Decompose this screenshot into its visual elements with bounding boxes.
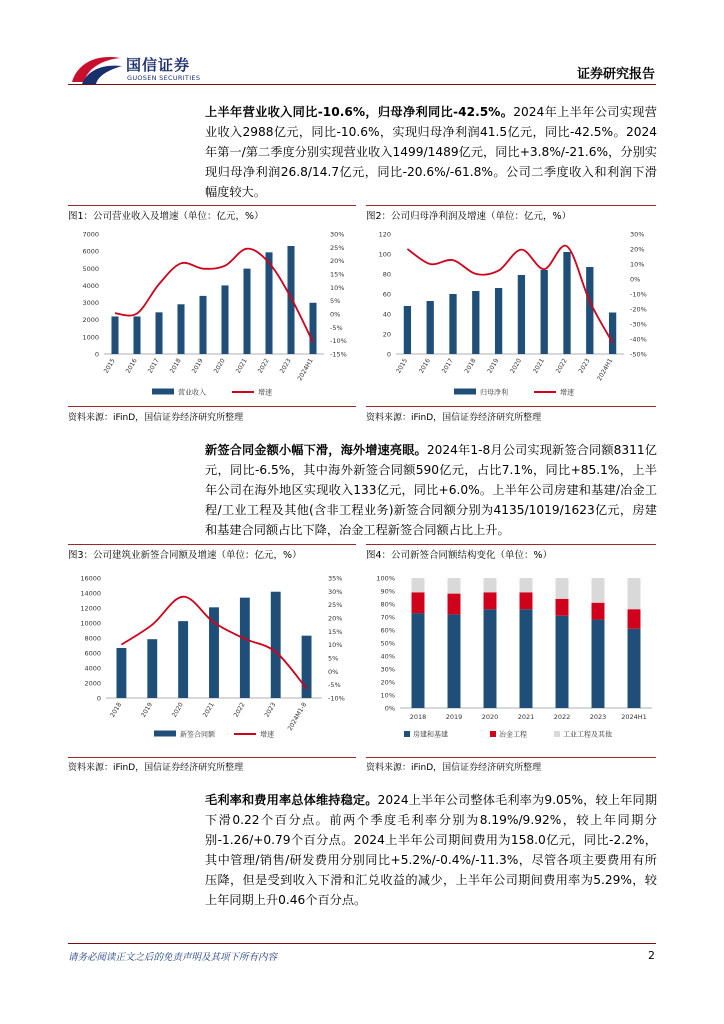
figure-top-rule	[68, 544, 356, 545]
legend-label: 新签合同额	[180, 730, 215, 739]
bar	[209, 607, 219, 698]
figure-bottom-rule	[68, 406, 356, 407]
x-axis-tick-label: 2022	[554, 357, 569, 375]
bar	[221, 285, 228, 354]
left-axis-tick-label: 6000	[82, 247, 99, 256]
figure-3-source: 资料来源：iFinD，国信证券经济研究所整理	[68, 763, 244, 773]
x-axis-tick-label: 2021	[517, 713, 535, 721]
chart-revenue	[68, 224, 358, 402]
stacked-bar-segment	[556, 599, 569, 616]
right-axis-tick-label: 0%	[330, 310, 341, 319]
x-axis-tick-label: 2017	[146, 357, 161, 375]
chart-net-profit	[366, 224, 658, 402]
y-axis-tick-label: 70%	[380, 613, 395, 622]
bar	[309, 303, 316, 354]
growth-line	[407, 246, 612, 343]
logo-name: 国信证券	[126, 56, 191, 74]
left-axis-tick-label: 3000	[82, 299, 99, 308]
right-axis-tick-label: -30%	[630, 320, 647, 329]
stacked-bar-segment	[484, 592, 497, 609]
stacked-bar-segment	[628, 629, 641, 708]
disclaimer-note: 请务必阅读正文之后的免责声明及其项下所有内容	[68, 952, 278, 963]
bar	[178, 621, 188, 698]
y-axis-tick-label: 80%	[380, 600, 395, 609]
x-axis-tick-label: 2018	[168, 357, 183, 375]
left-axis-tick-label: 2000	[82, 316, 99, 325]
x-axis-tick-label: 2022	[553, 713, 571, 721]
x-axis-tick-label: 2020	[481, 713, 499, 721]
x-axis-tick-label: 2024H1	[296, 357, 315, 383]
stacked-bar-segment	[412, 613, 425, 708]
x-axis-tick-label: 2017	[440, 357, 455, 375]
bar	[449, 294, 456, 354]
header-divider	[68, 84, 656, 85]
legend-label: 房建和基建	[413, 730, 448, 739]
left-axis-tick-label: 4000	[82, 281, 99, 290]
left-axis-tick-label: 12000	[80, 604, 101, 613]
right-axis-tick-label: 0%	[328, 667, 339, 676]
bar	[243, 269, 250, 354]
stacked-bar-segment	[412, 578, 425, 592]
chart-contract-structure	[366, 566, 658, 752]
paragraph-body: 2024上半年公司整体毛利率为9.05%，较上年同期下滑0.22个百分点。前两个季度毛利率分别为8.19%/9.92%，较上年同期分别-1.26/+0.79个百分点。2024上半年公司期间费用为158.0亿元，同比-2.2%，其中管理/销售/研发费用分别同比+5.2%/-0.4%/-11.3%，尽管各项主要费用有所压降，但是受到收入下滑和汇兑收益的减少，上半年公司期间费用率为5.29%，较上年同期上升0.46个百分点。	[205, 793, 658, 907]
legend-swatch-bar	[454, 389, 476, 395]
stacked-bar-segment	[628, 609, 641, 629]
right-axis-tick-label: -5%	[328, 681, 341, 690]
y-axis-tick-label: 60%	[380, 626, 395, 635]
legend-label: 工业工程及其他	[563, 730, 612, 739]
left-axis-tick-label: 40	[382, 310, 391, 319]
right-axis-tick-label: -20%	[630, 305, 647, 314]
growth-line	[115, 249, 313, 343]
x-axis-tick-label: 2023	[278, 357, 293, 375]
bar	[240, 598, 250, 698]
left-axis-tick-label: 120	[378, 230, 391, 239]
paragraph-revenue	[205, 102, 657, 202]
right-axis-tick-label: 25%	[330, 243, 345, 252]
right-axis-tick-label: 30%	[630, 230, 645, 239]
x-axis-tick-label: 2016	[124, 357, 139, 375]
stacked-bar-segment	[628, 578, 641, 609]
legend-swatch-bar	[152, 389, 174, 395]
y-axis-tick-label: 10%	[380, 691, 395, 700]
x-axis-tick-label: 2018	[463, 357, 478, 375]
right-axis-tick-label: 35%	[328, 574, 343, 583]
legend-label: 冶金工程	[499, 730, 527, 739]
right-axis-tick-label: -10%	[330, 337, 347, 346]
y-axis-tick-label: 30%	[380, 665, 395, 674]
paragraph-heading: 新签合同金额小幅下滑，海外增速亮眼。	[205, 443, 427, 457]
left-axis-tick-label: 0	[386, 350, 391, 359]
x-axis-tick-label: 2022	[232, 701, 247, 719]
right-axis-tick-label: -50%	[630, 350, 647, 359]
bar	[155, 312, 162, 354]
figure-bottom-rule	[366, 406, 656, 407]
chart-new-contracts	[68, 566, 358, 752]
left-axis-tick-label: 4000	[84, 664, 101, 673]
stacked-bar-segment	[592, 603, 605, 620]
report-type: 证券研究报告	[577, 67, 656, 82]
stacked-bar-segment	[520, 609, 533, 708]
left-axis-tick-label: 16000	[80, 574, 101, 583]
stacked-bar-segment	[592, 578, 605, 603]
bar	[495, 288, 502, 354]
paragraph-body: 2024年1-8月公司实现新签合同额8311亿元，同比-6.5%，其中海外新签合同额590亿元，占比7.1%，同比+85.1%，上半年公司在海外地区实现收入133亿元，同比+6.0%。上半年公司房建和基建/冶金工程/工业工程及其他(含非工程业务)新签合同额分别为4135/1019/1623亿元，房建和基建合同额占比下降，冶金工程新签合同额占比上升。	[205, 443, 657, 537]
left-axis-tick-label: 80	[382, 270, 391, 279]
right-axis-tick-label: 20%	[328, 614, 343, 623]
page-number: 2	[648, 949, 655, 962]
right-axis-tick-label: 15%	[328, 627, 343, 636]
figure-4-title: 图4：公司新签合同额结构变化（单位：%）	[366, 550, 553, 561]
x-axis-tick-label: 2018	[109, 701, 124, 719]
y-axis-tick-label: 90%	[380, 587, 395, 596]
bar	[199, 296, 206, 354]
x-axis-tick-label: 2024M1-8	[286, 701, 309, 733]
bar	[177, 304, 184, 354]
x-axis-tick-label: 2019	[445, 713, 463, 721]
stacked-bar-segment	[448, 614, 461, 708]
legend-label: 增速	[258, 388, 272, 397]
x-axis-tick-label: 2016	[417, 357, 432, 375]
right-axis-tick-label: -10%	[630, 290, 647, 299]
left-axis-tick-label: 20	[382, 330, 391, 339]
left-axis-tick-label: 10000	[80, 619, 101, 628]
bar	[287, 246, 294, 354]
stacked-bar-segment	[520, 578, 533, 592]
left-axis-tick-label: 100	[378, 250, 391, 259]
bar	[518, 275, 525, 354]
right-axis-tick-label: 10%	[630, 260, 645, 269]
stacked-bar-segment	[592, 620, 605, 708]
figure-top-rule	[366, 205, 656, 206]
left-axis-tick-label: 8000	[84, 634, 101, 643]
right-axis-tick-label: 25%	[328, 601, 343, 610]
x-axis-tick-label: 2021	[234, 357, 249, 375]
stacked-bar-segment	[484, 578, 497, 592]
stacked-bar-segment	[484, 609, 497, 708]
right-axis-tick-label: 15%	[330, 270, 345, 279]
y-axis-tick-label: 100%	[376, 574, 395, 583]
x-axis-tick-label: 2020	[212, 357, 227, 375]
stacked-bar-segment	[412, 592, 425, 613]
legend-swatch-bar	[154, 731, 176, 737]
right-axis-tick-label: -15%	[330, 350, 347, 359]
left-axis-tick-label: 6000	[84, 649, 101, 658]
right-axis-tick-label: 10%	[330, 283, 345, 292]
legend-swatch	[404, 731, 410, 737]
paragraph-body: 2024年上半年公司实现营业收入2988亿元，同比-10.6%，实现归母净利润41.5亿元，同比-42.5%。2024年第一/第二季度分别实现营业收入1499/1489亿元，同比+3.8%/-21.6%，分别实现归母净利润26.8/14.7亿元，同比-20.6%/-61.8%。公司二季度收入和利润下滑幅度较大。	[205, 105, 657, 199]
bar	[609, 313, 616, 355]
figure-1-title: 图1：公司营业收入及增速（单位：亿元，%）	[68, 211, 264, 222]
right-axis-tick-label: 10%	[328, 641, 343, 650]
bar	[133, 316, 140, 354]
x-axis-tick-label: 2019	[190, 357, 205, 375]
left-axis-tick-label: 0	[96, 694, 101, 703]
x-axis-tick-label: 2019	[140, 701, 155, 719]
right-axis-tick-label: 20%	[330, 257, 345, 266]
figure-2-source: 资料来源：iFinD，国信证券经济研究所整理	[366, 413, 542, 423]
paragraph-margins	[205, 790, 657, 910]
right-axis-tick-label: 30%	[328, 587, 343, 596]
x-axis-tick-label: 2024H1	[621, 713, 647, 721]
right-axis-tick-label: 0%	[630, 275, 641, 284]
legend-swatch	[554, 731, 560, 737]
bar	[472, 291, 479, 354]
figure-bottom-rule	[68, 757, 356, 758]
left-axis-tick-label: 7000	[82, 230, 99, 239]
figure-bottom-rule	[366, 757, 656, 758]
figure-top-rule	[366, 544, 656, 545]
footer-divider	[68, 943, 656, 944]
paragraph-heading: 上半年营业收入同比-10.6%，归母净利同比-42.5%。	[205, 105, 514, 119]
legend-label: 增速	[560, 388, 574, 397]
right-axis-tick-label: 30%	[330, 230, 345, 239]
right-axis-tick-label: -40%	[630, 335, 647, 344]
y-axis-tick-label: 20%	[380, 678, 395, 687]
logo-english: GUOSEN SECURITIES	[127, 74, 201, 82]
bar	[265, 252, 272, 354]
bar	[586, 267, 593, 354]
bar	[563, 252, 570, 354]
left-axis-tick-label: 5000	[82, 264, 99, 273]
right-axis-tick-label: -5%	[330, 323, 343, 332]
stacked-bar-segment	[556, 578, 569, 599]
bar	[147, 639, 157, 698]
x-axis-tick-label: 2023	[263, 701, 278, 719]
left-axis-tick-label: 1000	[82, 333, 99, 342]
right-axis-tick-label: 5%	[330, 297, 341, 306]
y-axis-tick-label: 0%	[384, 704, 395, 713]
bar	[271, 592, 281, 698]
x-axis-tick-label: 2015	[395, 357, 410, 375]
figure-4-source: 资料来源：iFinD，国信证券经济研究所整理	[366, 763, 542, 773]
bar	[427, 301, 434, 354]
bar	[116, 648, 126, 698]
legend-swatch	[490, 731, 496, 737]
x-axis-tick-label: 2024H1	[596, 357, 615, 383]
right-axis-tick-label: 5%	[328, 654, 339, 663]
y-axis-tick-label: 50%	[380, 639, 395, 648]
x-axis-tick-label: 2020	[509, 357, 524, 375]
figure-2-title: 图2：公司归母净利润及增速（单位：亿元，%）	[366, 211, 572, 222]
right-axis-tick-label: 20%	[630, 245, 645, 254]
stacked-bar-segment	[556, 616, 569, 708]
y-axis-tick-label: 40%	[380, 652, 395, 661]
legend-label: 营业收入	[178, 388, 206, 397]
legend-label: 归母净利	[480, 388, 508, 397]
bar	[404, 306, 411, 354]
stacked-bar-segment	[448, 578, 461, 594]
paragraph-contracts	[205, 440, 657, 540]
stacked-bar-segment	[448, 594, 461, 615]
figure-top-rule	[68, 205, 356, 206]
x-axis-tick-label: 2018	[409, 713, 427, 721]
legend-label: 增速	[260, 730, 274, 739]
x-axis-tick-label: 2023	[589, 713, 607, 721]
left-axis-tick-label: 60	[382, 290, 391, 299]
figure-3-title: 图3：公司建筑业新签合同额及增速（单位：亿元，%）	[68, 550, 302, 561]
left-axis-tick-label: 0	[94, 350, 99, 359]
figure-1-source: 资料来源：iFinD，国信证券经济研究所整理	[68, 413, 244, 423]
x-axis-tick-label: 2015	[102, 357, 117, 375]
x-axis-tick-label: 2022	[256, 357, 271, 375]
left-axis-tick-label: 14000	[80, 589, 101, 598]
x-axis-tick-label: 2021	[531, 357, 546, 375]
x-axis-tick-label: 2023	[577, 357, 592, 375]
left-axis-tick-label: 2000	[84, 679, 101, 688]
x-axis-tick-label: 2021	[201, 701, 216, 719]
x-axis-tick-label: 2020	[170, 701, 185, 719]
stacked-bar-segment	[520, 592, 533, 609]
guosen-logo-icon	[68, 52, 124, 86]
right-axis-tick-label: -10%	[328, 694, 345, 703]
paragraph-heading: 毛利率和费用率总体维持稳定。	[205, 793, 378, 807]
bar	[111, 316, 118, 354]
bar	[541, 270, 548, 354]
x-axis-tick-label: 2019	[486, 357, 501, 375]
